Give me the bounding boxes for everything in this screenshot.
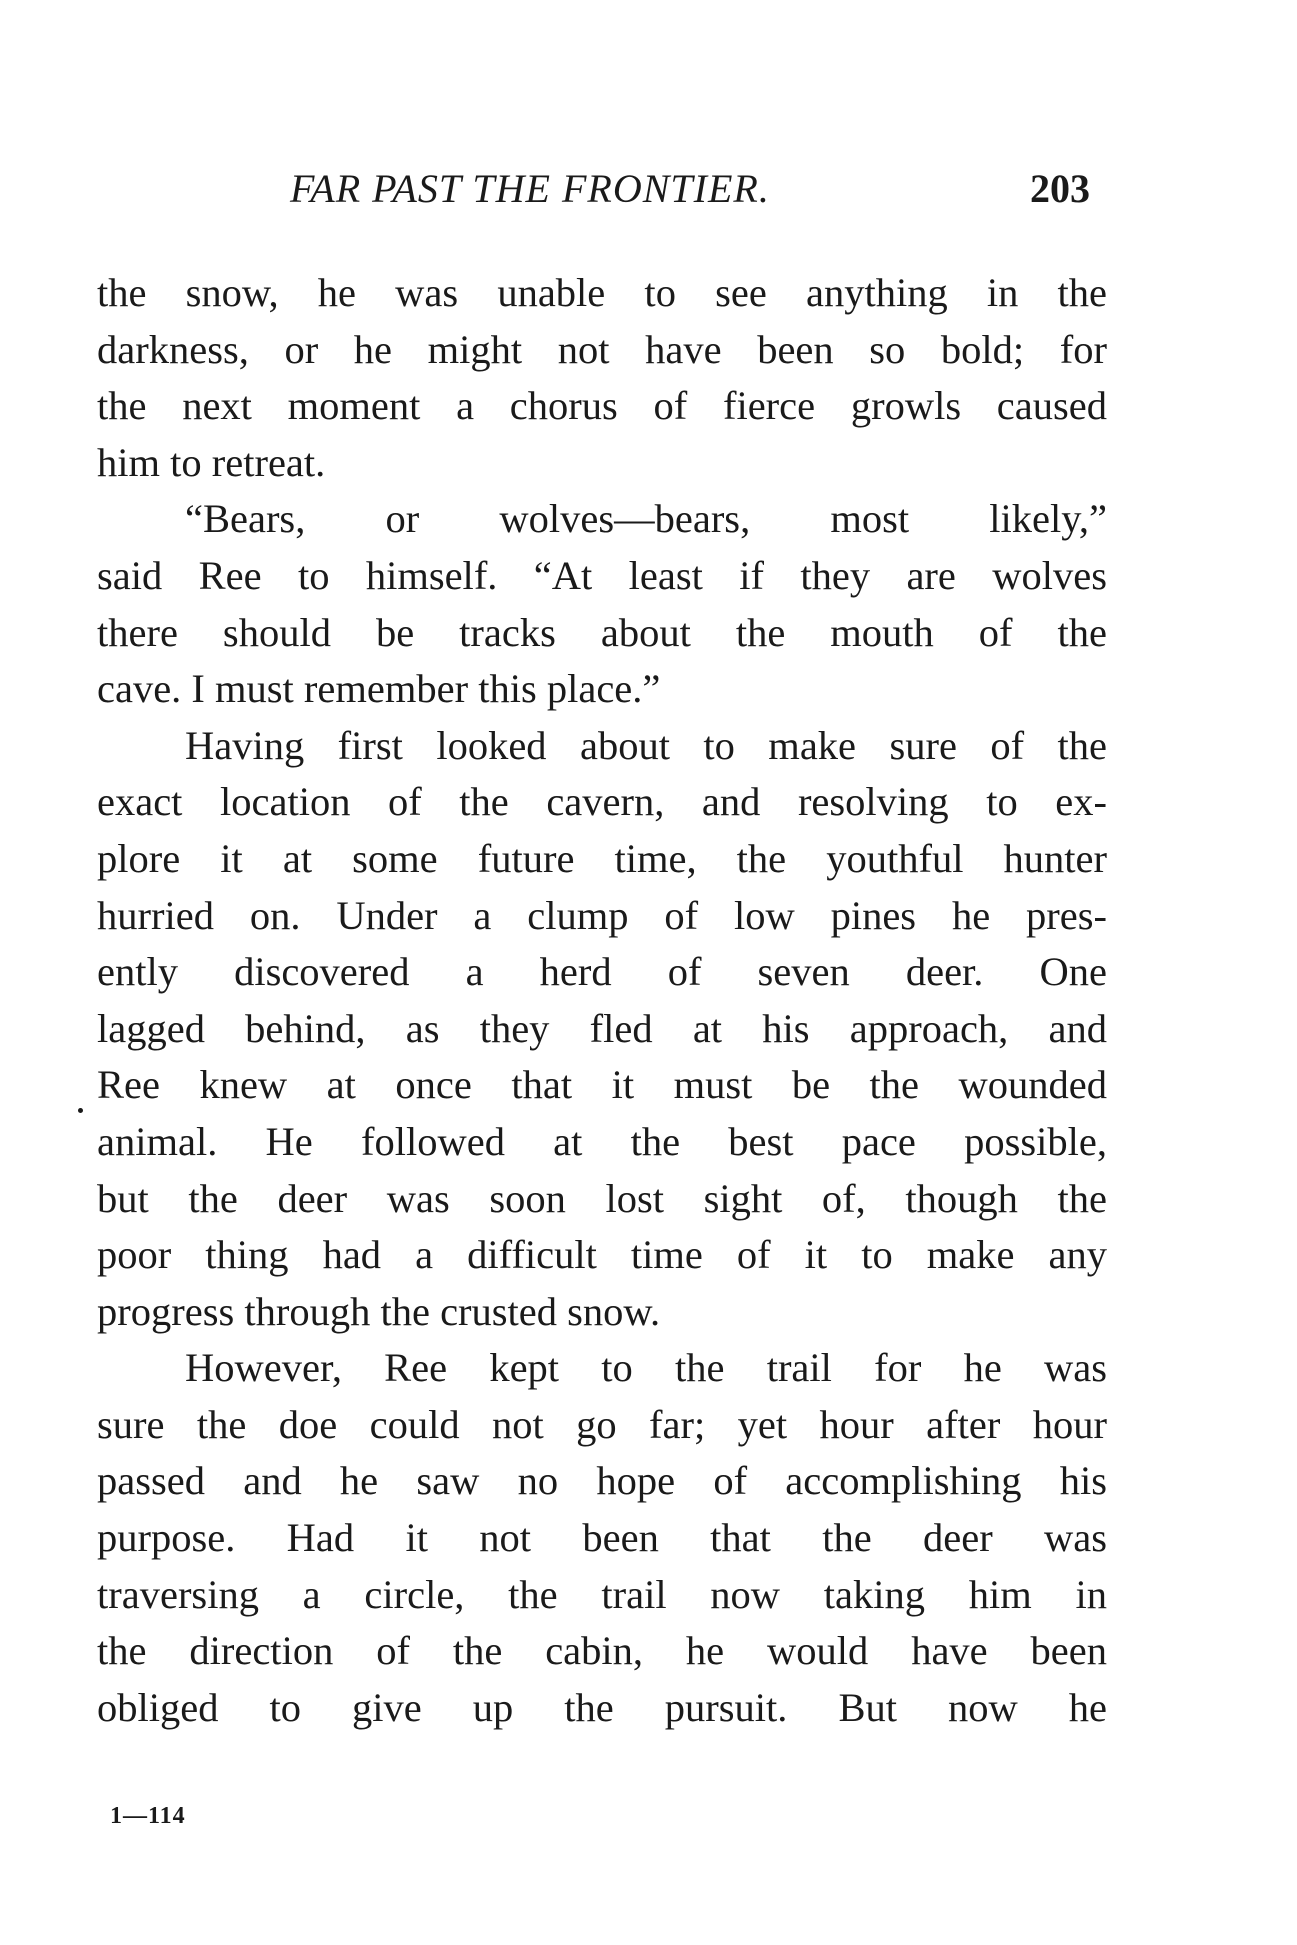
page-number: 203 [1030,166,1090,211]
text-line: hurried on. Under a clump of low pines he pres- [97,892,1107,938]
text-line: lagged behind, as they fled at his approach, and [97,1005,1107,1051]
text-line: Ree knew at once that it must be the wounded [97,1062,1107,1108]
body-text [97,265,1107,1736]
text-line: animal. He followed at the best pace possible, [97,1118,1107,1164]
text-line: the direction of the cabin, he would have been [97,1628,1107,1674]
text-line: the next moment a chorus of fierce growls caused [97,383,1107,429]
text-line: there should be tracks about the mouth of the [97,609,1107,655]
text-line: However, Ree kept to the trail for he was [185,1345,1107,1391]
text-line: obliged to give up the pursuit. But now he [97,1684,1107,1730]
running-title: FAR PAST THE FRONTIER. [290,166,770,211]
text-line: darkness, or he might not have been so bold; for [97,326,1107,372]
text-line: Having first looked about to make sure of the [185,722,1107,768]
text-line: passed and he saw no hope of accomplishing his [97,1458,1107,1504]
margin-speck [78,1108,83,1113]
text-line: ently discovered a herd of seven deer. One [97,949,1107,995]
text-line: said Ree to himself. “At least if they are wolves [97,552,1107,598]
text-line: “Bears, or wolves—bears, most likely,” [185,496,1107,542]
text-line: plore it at some future time, the youthful hunter [97,835,1107,881]
signature-mark: 1—114 [110,1803,186,1829]
text-line: exact location of the cavern, and resolving to ex- [97,779,1107,825]
text-line: sure the doe could not go far; yet hour after hour [97,1401,1107,1447]
text-line: progress through the crusted snow. [97,1288,661,1334]
text-line: but the deer was soon lost sight of, though the [97,1175,1107,1221]
text-line: cave. I must remember this place.” [97,666,661,712]
text-line: traversing a circle, the trail now taking him in [97,1571,1107,1617]
text-line: the snow, he was unable to see anything in the [97,270,1107,315]
text-line: him to retreat. [97,439,326,485]
text-line: poor thing had a difficult time of it to make any [97,1232,1107,1278]
text-line: purpose. Had it not been that the deer was [97,1515,1107,1561]
